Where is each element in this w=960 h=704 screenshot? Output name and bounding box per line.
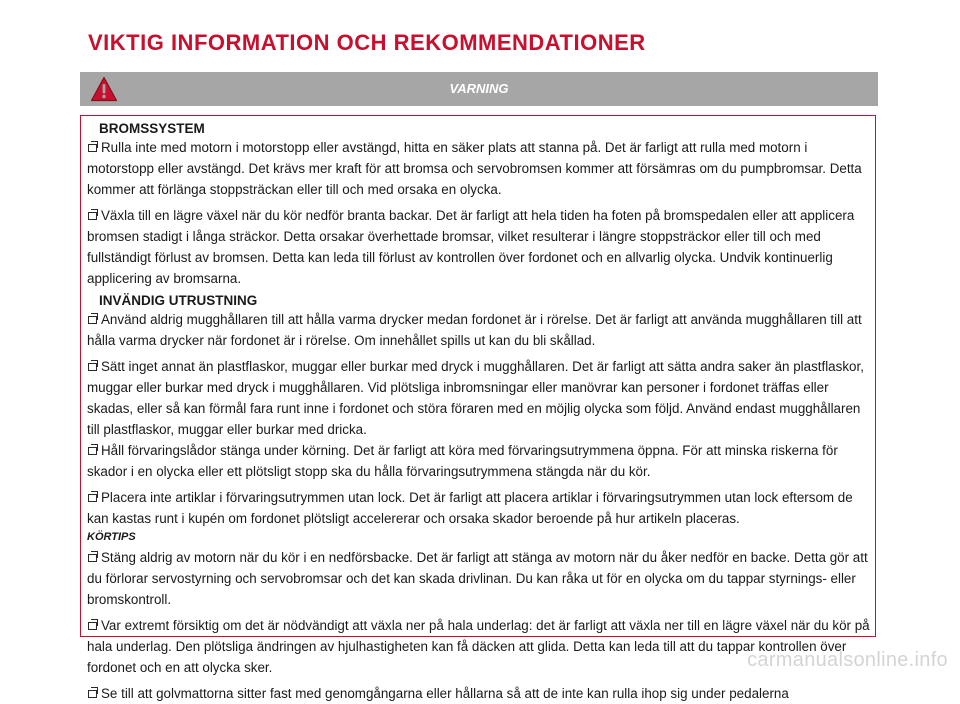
section-heading-driving-tips: KÖRTIPS (87, 531, 136, 543)
section-heading-interior-equipment: INVÄNDIG UTRUSTNING (99, 293, 258, 308)
checkbox-bullet-icon (88, 212, 97, 220)
checkbox-bullet-icon (88, 144, 97, 152)
section-heading-brake-system: BROMSSYSTEM (99, 121, 205, 136)
checkbox-bullet-icon (88, 316, 97, 324)
list-item: Sätt inget annat än plastflaskor, muggar eller burkar med dryck i mugghållaren. Det är farligt att sätta andra saker än plastflaskor, muggar eller burkar med dryck i mugghållaren. Vid plötsliga inbromsningar eller manövrar kan personer i fordonet träffas eller skadas, eller så kan förmål fara runt inne i fordonet och störa föraren med en möjlig olycka som följd. Använd endast mugghållaren till plastflaskor, muggar eller burkar med dricka. (87, 359, 864, 437)
warning-label: VARNING (449, 81, 509, 96)
checkbox-bullet-icon (88, 690, 97, 698)
list-item: Var extremt försiktig om det är nödvändigt att växla ner på hala underlag: det är farligt att växla ner till en lägre växel när du kör på hala underlag. Den plötsliga ändringen av hjulhastigheten kan få däcken att glida. Detta kan leda till att du tappar kontrollen över fordonet och en att olycka sker. (87, 618, 870, 675)
checkbox-bullet-icon (88, 447, 97, 455)
page-title: VIKTIG INFORMATION OCH REKOMMENDATIONER (88, 30, 646, 55)
list-item: Rulla inte med motorn i motorstopp eller avstängd, hitta en säker plats att stanna på. Det är farligt att rulla med motorn i motorstopp eller avstängd. Det krävs mer kraft för att bromsa och servobromsen kommer att försämras om du pumpbromsar. Detta kommer att förlänga stoppsträckan eller till och med orsaka en olycka. (87, 140, 862, 197)
checkbox-bullet-icon (88, 554, 97, 562)
list-item: Stäng aldrig av motorn när du kör i en nedförsbacke. Det är farligt att stänga av motorn när du åker nedför en backe. Detta gör att du förlorar servostyrning och servobromsar och det kan skada drivlinan. Du kan råka ut för en olycka om du tappar styrnings- eller bromskontroll. (87, 550, 868, 607)
list-item: Håll förvaringslådor stänga under körning. Det är farligt att köra med förvaringsutrymmena öppna. För att minska riskerna för skador i en olycka eller ett plötsligt stopp ska du hålla förvaringsutrymmena stängda när du kör. (87, 443, 838, 479)
watermark: carmanualsonline.info (747, 649, 948, 671)
checkbox-bullet-icon (88, 363, 97, 371)
warning-banner (80, 72, 878, 106)
checkbox-bullet-icon (88, 494, 97, 502)
list-item: Se till att golvmattorna sitter fast med genomgångarna eller hållarna så att de inte kan rulla ihop sig under pedalerna (87, 683, 875, 704)
list-item: Använd aldrig mugghållaren till att hålla varma drycker medan fordonet är i rörelse. Det är farligt att använda mugghållaren till att hålla varma drycker när fordonet är i rörelse. Om innehållet spills ut kan du bli skållad. (87, 312, 862, 348)
list-item: Placera inte artiklar i förvaringsutrymmen utan lock. Det är farligt att placera artiklar i förvaringsutrymmen utan lock eftersom de kan kastas runt i kupén om fordonet plötsligt accelererar och orsaka skador beroende på hur artikeln placeras. (87, 490, 853, 526)
list-item: Växla till en lägre växel när du kör nedför branta backar. Det är farligt att hela tiden ha foten på bromspedalen eller att applicera bromsen stadigt i långa sträckor. Detta orsakar överhettade bromsar, vilket resulterar i längre stoppsträckor eller till och med fullständigt förlust av bromsen. Detta kan leda till förlust av kontrollen över fordonet och en allvarlig olycka. Undvik kontinuerlig applicering av bromsarna. (87, 208, 855, 286)
checkbox-bullet-icon (88, 622, 97, 630)
